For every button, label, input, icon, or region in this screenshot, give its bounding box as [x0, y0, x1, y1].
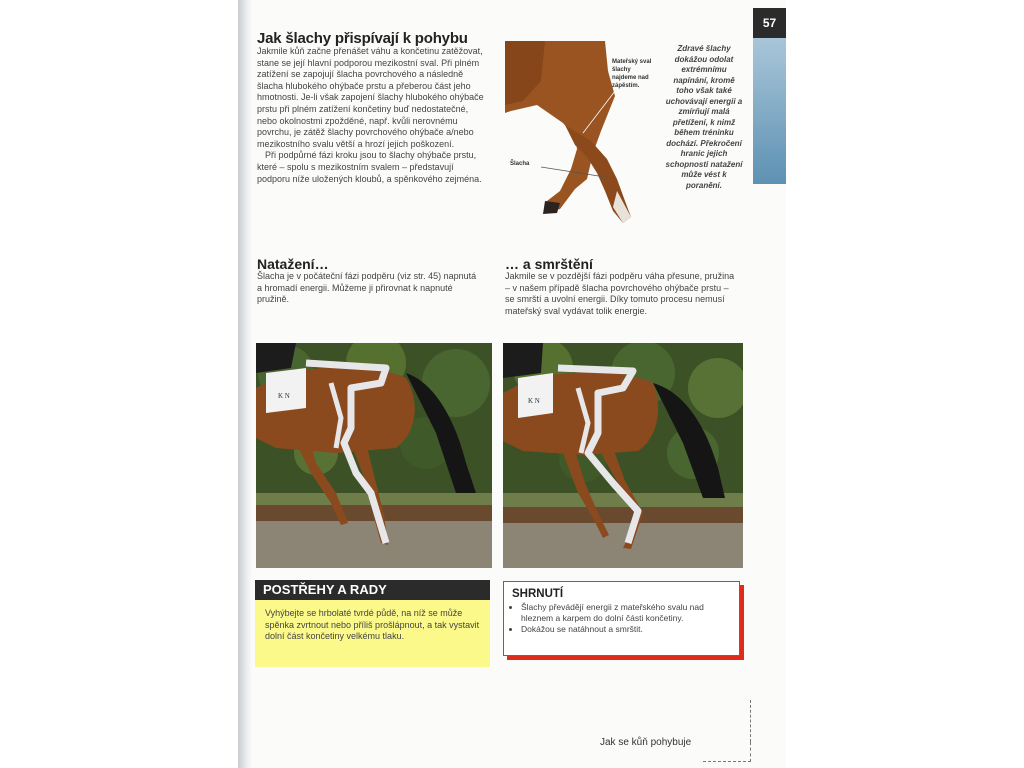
- page-number-tab: [753, 8, 786, 38]
- shorten-photo: [503, 343, 743, 568]
- saddle-logo-2: K N: [528, 397, 540, 405]
- summary-item: • Dokážou se natáhnout a smrštit.: [521, 624, 731, 635]
- shorten-heading: … a smrštění: [505, 256, 593, 272]
- footer-chapter: Jak se kůň pohybuje: [600, 737, 692, 748]
- saddle-logo: K N: [278, 392, 290, 400]
- stretch-text: Šlacha je v počáteční fázi podpěru (viz str. 45) napnutá a hromadí energii. Můžeme ji přirovnat k napnuté pružině.: [257, 271, 477, 305]
- summary-heading: SHRNUTÍ: [512, 588, 564, 600]
- intro-paragraph-1: Jakmile kůň začne přenášet váhu a končetinu zatěžovat, stane se její hlavní podporou mezikostní sval. Při plném zatížení se zapojují šlacha povrchového a následně šlacha hlubokého ohýbače prstu a přeberou část jeho hmotnosti. Je-li však zapojení šlachy hlubokého ohýbače prstu při plném zatížení končetiny buď nedostatečné, nebo okolnostmi zpožděné, např. kvůli nerovnému povrchu, je zátěž šlachy povrchového ohýbače a/nebo mezikostního svalu větší a hrozí jejich poškození.: [257, 46, 484, 149]
- intro-paragraph-2: Při podpůrné fázi kroku jsou to šlachy ohýbače prstu, které – spolu s mezikostním svalem – představují podporu níže uložených kloubů, a spěnkového zejména.: [257, 150, 482, 184]
- muscle-label: Mateřský sval šlachy najdeme nad zápěstím.: [612, 59, 652, 89]
- page-number: 57: [762, 16, 777, 30]
- tips-heading: POSTŘEHY A RADY: [255, 580, 490, 600]
- tendon-label: Šlacha: [510, 161, 530, 167]
- summary-list: [512, 602, 731, 634]
- side-caption: Zdravé šlachy dokážou odolat extrémnímu napínání, kromě toho však také uchovávají energii a zmírňují malá přetížení, k nimž během tréninku dochází. Překročení hranic jejich schopnosti natažení může vést k poranění.: [665, 44, 743, 190]
- summary-box: [503, 581, 740, 656]
- footer-dotted-line-vertical: [750, 700, 751, 742]
- side-color-band: [753, 38, 786, 184]
- tips-text: Vyhýbejte se hrbolaté tvrdé půdě, na níž se může spěnka zvrtnout nebo příliš prošlápnout, a tak vystavit dolní část končetiny velkému tlaku.: [255, 600, 490, 667]
- footer-dotted-line: [703, 742, 751, 762]
- summary-item: • Šlachy převádějí energii z mateřského svalu nad hleznem a karpem do dolní části končetiny.: [521, 602, 731, 624]
- page-title: Jak šlachy přispívají k pohybu: [257, 30, 468, 47]
- stretch-heading: Natažení…: [257, 256, 329, 272]
- page-spine: [238, 0, 252, 768]
- stretch-photo: [256, 343, 492, 568]
- intro-text: [257, 46, 485, 185]
- shorten-text: Jakmile se v pozdější fázi podpěru váha přesune, pružina – v našem případě šlacha povrchového ohýbače prstu – se smrští a uvolní energii. Díky tomuto procesu nemusí mateřský sval vydávat tolik energie.: [505, 271, 735, 316]
